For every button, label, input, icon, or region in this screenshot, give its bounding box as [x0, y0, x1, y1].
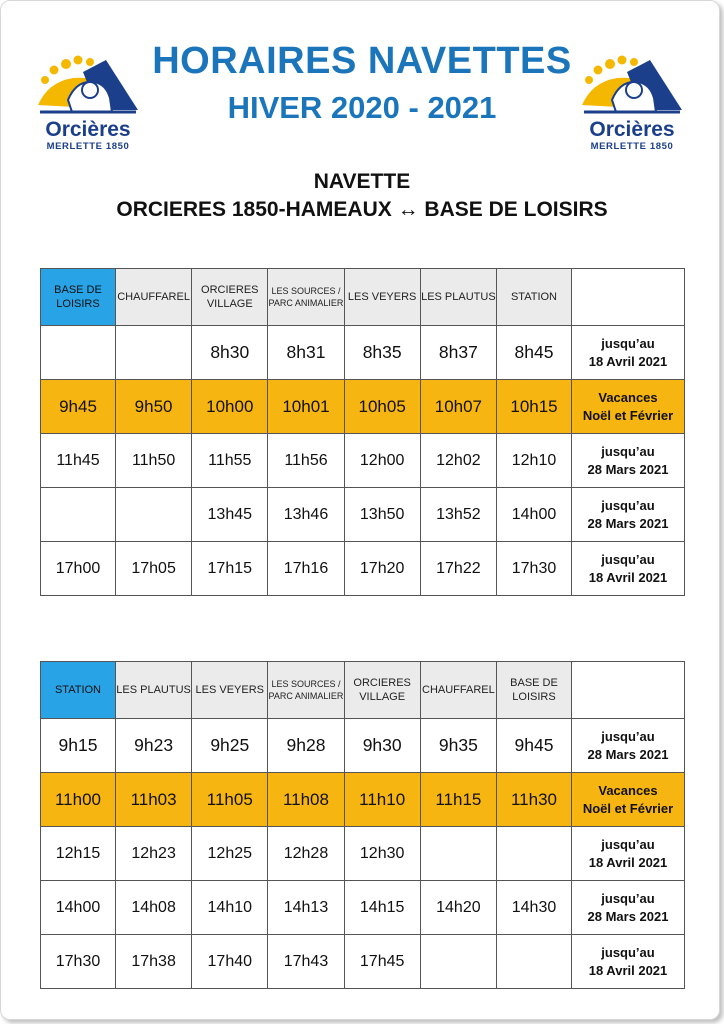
header-cell — [572, 269, 685, 326]
time-cell: 9h35 — [420, 719, 496, 773]
time-cell — [41, 488, 116, 542]
header-cell: CHAUFFAREL — [420, 662, 496, 719]
time-cell — [420, 935, 496, 989]
time-cell: 17h30 — [41, 935, 116, 989]
time-cell — [420, 827, 496, 881]
time-cell: 11h50 — [116, 434, 192, 488]
page-title: HORAIRES NAVETTES — [152, 40, 572, 82]
time-cell — [116, 326, 192, 380]
time-cell — [41, 326, 116, 380]
time-cell: 8h35 — [344, 326, 420, 380]
time-cell: 13h46 — [268, 488, 344, 542]
time-cell: 12h30 — [344, 827, 420, 881]
header-cell — [572, 662, 685, 719]
validity-note: jusqu’au 18 Avril 2021 — [572, 935, 685, 989]
time-cell: 12h02 — [420, 434, 496, 488]
table-row — [41, 719, 685, 773]
time-cell: 9h15 — [41, 719, 116, 773]
header-cell: BASE DE LOISIRS — [497, 662, 572, 719]
time-cell: 9h45 — [41, 380, 116, 434]
time-cell: 9h23 — [116, 719, 192, 773]
time-cell: 14h10 — [192, 881, 268, 935]
time-cell: 11h10 — [344, 773, 420, 827]
schedule-table-outbound — [40, 268, 685, 596]
time-cell: 9h45 — [497, 719, 572, 773]
validity-note: Vacances Noël et Février — [572, 380, 685, 434]
header-cell: BASE DE LOISIRS — [41, 269, 116, 326]
time-cell: 14h30 — [497, 881, 572, 935]
logo-name: Orcières — [589, 118, 675, 141]
time-cell — [116, 488, 192, 542]
time-cell: 11h55 — [192, 434, 268, 488]
time-cell: 11h45 — [41, 434, 116, 488]
time-cell: 14h00 — [497, 488, 572, 542]
time-cell: 17h05 — [116, 542, 192, 596]
validity-note: jusqu’au 28 Mars 2021 — [572, 488, 685, 542]
time-cell: 11h15 — [420, 773, 496, 827]
page-subtitle: HIVER 2020 - 2021 — [227, 90, 497, 125]
validity-note: jusqu’au 28 Mars 2021 — [572, 434, 685, 488]
time-cell: 17h22 — [420, 542, 496, 596]
table-row-holiday — [41, 380, 685, 434]
table-row — [41, 488, 685, 542]
time-cell — [497, 935, 572, 989]
logo-subtitle: MERLETTE 1850 — [590, 141, 674, 152]
route-name: ORCIERES 1850-HAMEAUX ↔ BASE DE LOISIRS — [116, 198, 608, 221]
logo-name: Orcières — [45, 118, 131, 141]
validity-note: jusqu’au 18 Avril 2021 — [572, 326, 685, 380]
time-cell: 17h20 — [344, 542, 420, 596]
time-cell: 13h50 — [344, 488, 420, 542]
time-cell: 11h30 — [497, 773, 572, 827]
time-cell: 14h00 — [41, 881, 116, 935]
table-row — [41, 827, 685, 881]
table-row-holiday — [41, 773, 685, 827]
time-cell: 11h03 — [116, 773, 192, 827]
time-cell: 17h00 — [41, 542, 116, 596]
logo-subtitle: MERLETTE 1850 — [46, 141, 130, 152]
time-cell: 13h45 — [192, 488, 268, 542]
time-cell: 17h43 — [268, 935, 344, 989]
time-cell: 12h00 — [344, 434, 420, 488]
time-cell: 11h56 — [268, 434, 344, 488]
time-cell: 10h00 — [192, 380, 268, 434]
table-row — [41, 881, 685, 935]
time-cell: 10h05 — [344, 380, 420, 434]
time-cell: 10h15 — [497, 380, 572, 434]
time-cell: 9h25 — [192, 719, 268, 773]
time-cell: 12h25 — [192, 827, 268, 881]
time-cell: 8h37 — [420, 326, 496, 380]
time-cell: 9h30 — [344, 719, 420, 773]
time-cell: 9h50 — [116, 380, 192, 434]
table-header-row — [41, 662, 685, 719]
time-cell: 12h23 — [116, 827, 192, 881]
validity-note: jusqu’au 28 Mars 2021 — [572, 881, 685, 935]
time-cell: 9h28 — [268, 719, 344, 773]
header-cell: LES PLAUTUS — [420, 269, 496, 326]
time-cell — [497, 827, 572, 881]
header-cell: LES SOURCES / PARC ANIMALIER — [268, 662, 344, 719]
table-row — [41, 434, 685, 488]
time-cell: 14h15 — [344, 881, 420, 935]
time-cell: 11h08 — [268, 773, 344, 827]
validity-note: jusqu’au 28 Mars 2021 — [572, 719, 685, 773]
time-cell: 17h40 — [192, 935, 268, 989]
table-header-row — [41, 269, 685, 326]
validity-note: Vacances Noël et Février — [572, 773, 685, 827]
time-cell: 8h30 — [192, 326, 268, 380]
time-cell: 12h28 — [268, 827, 344, 881]
header-cell: LES SOURCES / PARC ANIMALIER — [268, 269, 344, 326]
header-cell: STATION — [497, 269, 572, 326]
header-cell: LES PLAUTUS — [116, 662, 192, 719]
time-cell: 17h38 — [116, 935, 192, 989]
time-cell: 17h15 — [192, 542, 268, 596]
header-cell: LES VEYERS — [344, 269, 420, 326]
header-cell: ORCIERES VILLAGE — [344, 662, 420, 719]
time-cell: 12h10 — [497, 434, 572, 488]
time-cell: 14h13 — [268, 881, 344, 935]
time-cell: 14h08 — [116, 881, 192, 935]
time-cell: 10h01 — [268, 380, 344, 434]
schedule-table-return — [40, 661, 685, 989]
table-row — [41, 326, 685, 380]
time-cell: 8h31 — [268, 326, 344, 380]
time-cell: 13h52 — [420, 488, 496, 542]
header-cell: CHAUFFAREL — [116, 269, 192, 326]
time-cell: 8h45 — [497, 326, 572, 380]
time-cell: 12h15 — [41, 827, 116, 881]
time-cell: 11h05 — [192, 773, 268, 827]
validity-note: jusqu’au 18 Avril 2021 — [572, 827, 685, 881]
header-cell: ORCIERES VILLAGE — [192, 269, 268, 326]
time-cell: 11h00 — [41, 773, 116, 827]
time-cell: 10h07 — [420, 380, 496, 434]
time-cell: 17h16 — [268, 542, 344, 596]
time-cell: 17h30 — [497, 542, 572, 596]
header-cell: LES VEYERS — [192, 662, 268, 719]
table-row — [41, 542, 685, 596]
table-row — [41, 935, 685, 989]
time-cell: 17h45 — [344, 935, 420, 989]
time-cell: 14h20 — [420, 881, 496, 935]
route-label: NAVETTE — [313, 170, 411, 193]
header-cell: STATION — [41, 662, 116, 719]
validity-note: jusqu’au 18 Avril 2021 — [572, 542, 685, 596]
